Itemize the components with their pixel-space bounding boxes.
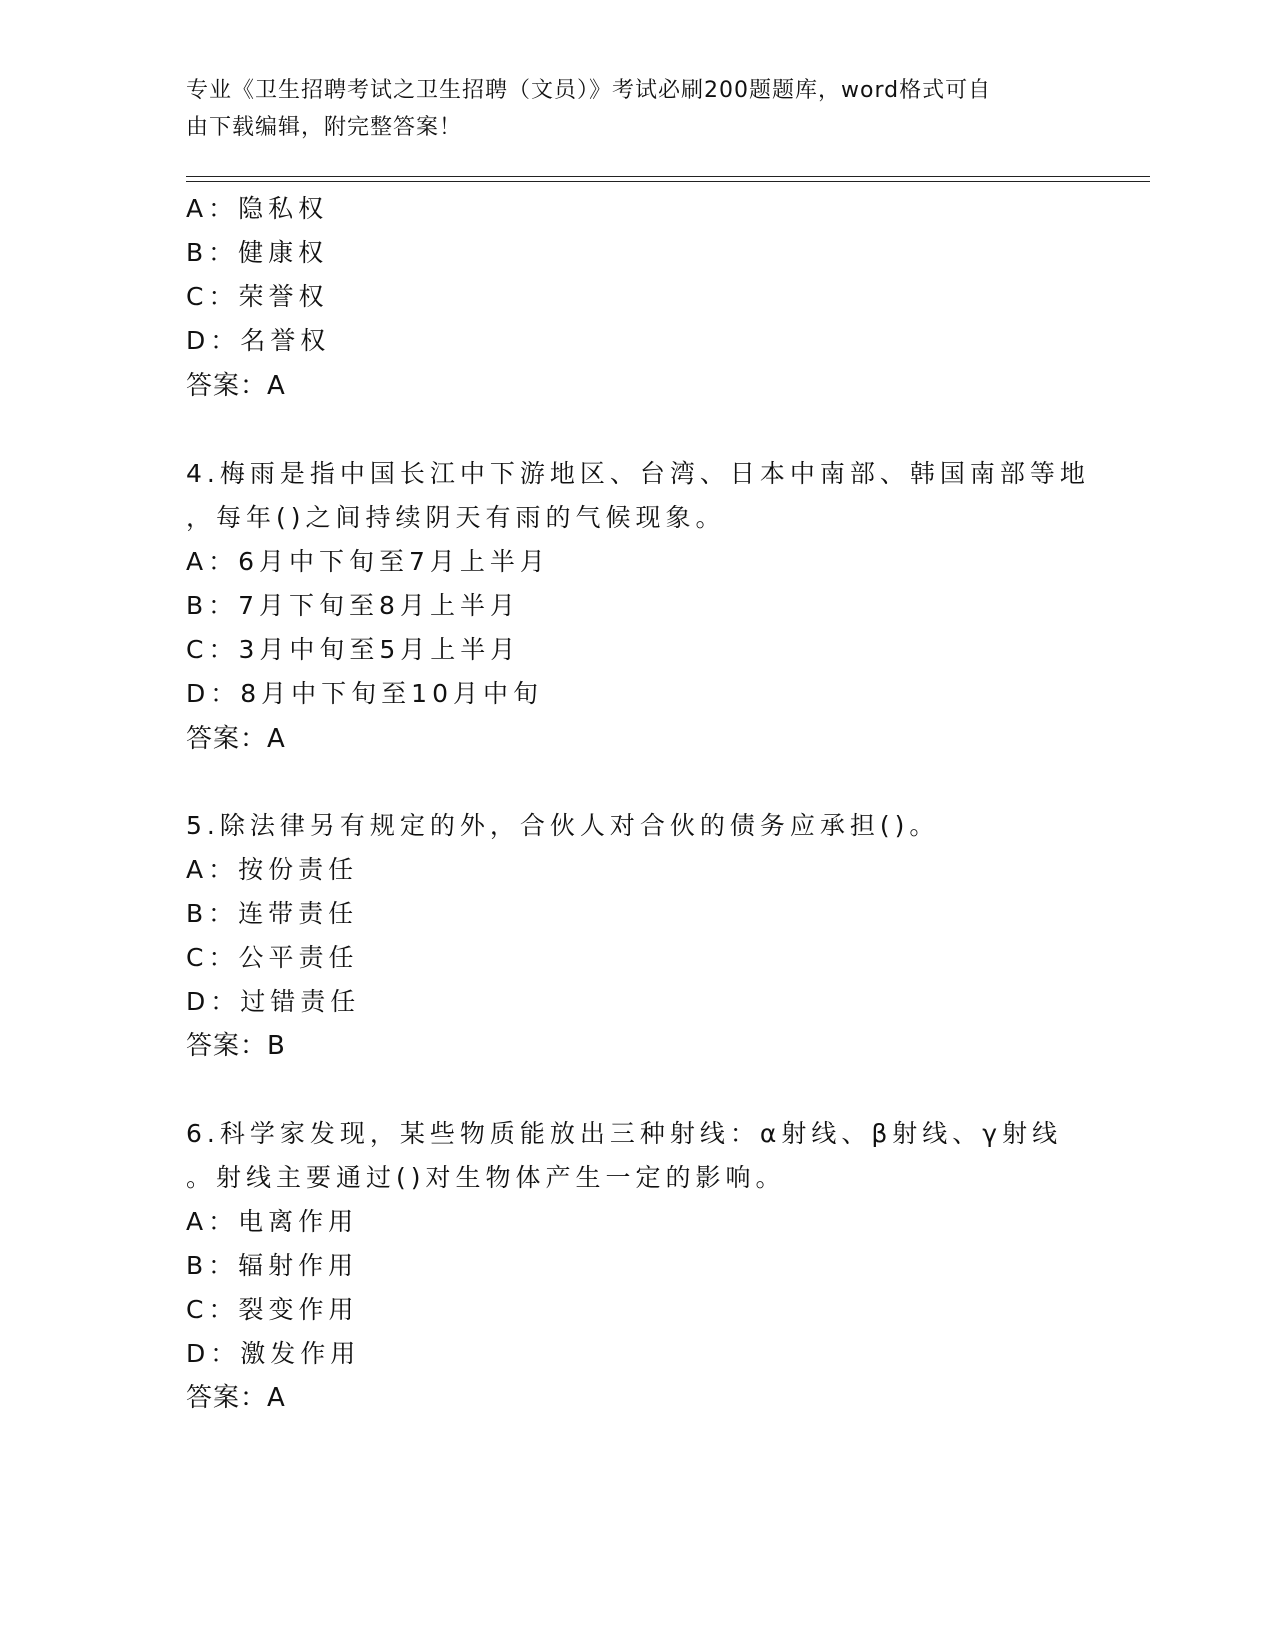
q6-option-a: A：电离作用 [186,1207,359,1236]
q6-option-d: D：激发作用 [186,1339,361,1368]
q4-option-a: A：6月中下旬至7月上半月 [186,547,550,576]
q3-option-a: A：隐私权 [186,194,329,223]
q6-option-c: C：裂变作用 [186,1295,359,1324]
q5-option-a: A：按份责任 [186,855,359,884]
header-divider-top [186,176,1150,177]
q5-option-c: C：公平责任 [186,943,359,972]
q6-stem-line-2: 。射线主要通过()对生物体产生一定的影响。 [186,1163,786,1192]
q6-answer: 答案：A [186,1383,286,1413]
q3-answer: 答案：A [186,371,286,401]
q4-stem-line-2: ，每年()之间持续阴天有雨的气候现象。 [186,503,726,532]
q5-stem-line-1: 5.除法律另有规定的外，合伙人对合伙的债务应承担()。 [186,811,940,840]
q5-option-b: B：连带责任 [186,899,359,928]
q3-option-b: B：健康权 [186,238,329,267]
q4-stem-line-1: 4.梅雨是指中国长江中下游地区、台湾、日本中南部、韩国南部等地 [186,459,1090,488]
q5-answer: 答案：B [186,1031,286,1061]
q4-answer: 答案：A [186,724,286,754]
q3-option-d: D：名誉权 [186,326,331,355]
q5-option-d: D：过错责任 [186,987,361,1016]
header-divider-bottom [186,181,1150,182]
q4-option-b: B：7月下旬至8月上半月 [186,591,520,620]
document-header [186,72,1066,146]
q4-option-c: C：3月中旬至5月上半月 [186,635,521,664]
q6-stem-line-1: 6.科学家发现，某些物质能放出三种射线：α射线、β射线、γ射线 [186,1119,1063,1148]
q6-option-b: B：辐射作用 [186,1251,359,1280]
q3-option-c: C：荣誉权 [186,282,329,311]
q4-option-d: D：8月中下旬至10月中旬 [186,679,543,708]
header-line-2: 由下载编辑，附完整答案！ [186,115,463,140]
header-line-1: 专业《卫生招聘考试之卫生招聘（文员）》考试必刷200题题库，word格式可自 [186,78,992,103]
